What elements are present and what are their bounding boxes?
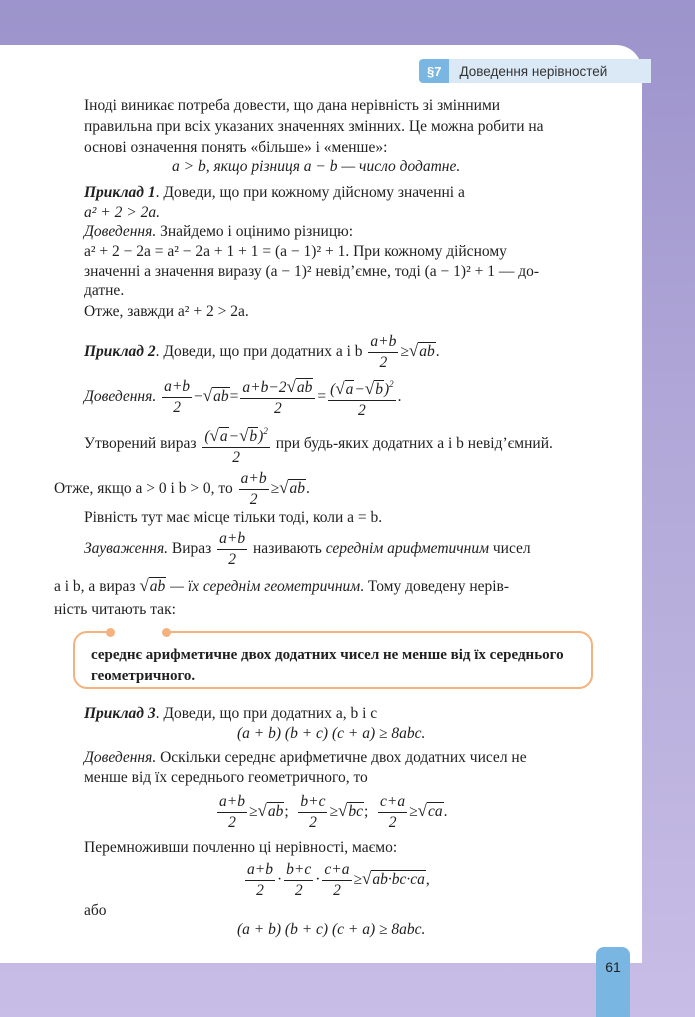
example1-calc: a² + 2 − 2a = a² − 2a + 1 + 1 = (a − 1)² + 1. При кожному дійсному: [84, 243, 507, 260]
example1-proof-label: Доведення.: [84, 223, 157, 240]
example2-proof-label: Доведення.: [84, 388, 157, 406]
example1-heading: [84, 183, 465, 203]
page-number: 61: [605, 959, 621, 975]
example3-task: . Доведи, що при додатних a, b і c: [155, 705, 378, 722]
remark-text-1: Вираз: [168, 540, 212, 558]
intro-line-1: Іноді виникає потреба довести, що дана нерівність зі змінними: [84, 97, 501, 114]
example3-three-inequalities: $\frac{a+b}{2}$ ≥√ab; $\frac{b+c}{2}$ ≥√bc; $\frac{c+a}{2}$ ≥√ca.: [219, 792, 448, 831]
example3-proof-text: Оскільки середнє арифметичне двох додатних чисел не: [156, 749, 527, 766]
section-header: [419, 59, 651, 83]
remark-term-1: середнім арифметичним: [325, 540, 490, 558]
formed-text-2: при будь-яких додатних a і b невід’ємний.: [275, 435, 553, 453]
intro-line-3: основі означення понять «більше» і «менше»:: [84, 139, 388, 156]
formed-text-1: Утворений вираз: [84, 435, 197, 453]
example2-label: Приклад 2: [84, 343, 156, 360]
remark-line-2c: . Тому доведену нерів-: [360, 578, 510, 595]
example2-heading: Приклад 2. Доведи, що при додатних a і b $\frac{a+b}{2}$ ≥√ab.: [84, 332, 440, 371]
callout-gap: [113, 630, 169, 634]
example3-product: $\frac{a+b}{2}$ · $\frac{b+c}{2}$ · $\frac{c+a}{2}$ ≥√ab·bc·ca,: [247, 860, 430, 899]
section-title: Доведення нерівностей: [449, 59, 651, 83]
example2-task: . Доведи, що при додатних a і b: [155, 343, 363, 360]
example2-therefore: Отже, якщо a > 0 і b > 0, то $\frac{a+b}{2}$ ≥√ab.: [54, 469, 310, 508]
example3-multiply: Перемноживши почленно ці нерівності, маємо:: [84, 839, 398, 856]
example3-proof-line-2: менше від їх середнього геометричного, то: [84, 769, 368, 786]
page-number-badge: [596, 947, 630, 1017]
example2-remark: Зауваження. Вираз $\frac{a+b}{2}$ називають середнім арифметичним чисел: [84, 530, 531, 568]
theorem-callout: [73, 631, 593, 689]
example2-proof: Доведення. $\frac{a+b}{2}$ −√ab= $\frac{a+b-2√ab}{2}$ = $\frac{(√a-√b)^2}{2}$ .: [84, 376, 402, 419]
example3-or: або: [84, 902, 107, 919]
callout-dot-right: [162, 628, 171, 637]
example3-final: (a + b) (b + c) (c + a) ≥ 8abc.: [237, 921, 426, 938]
remark-term-2: середнім геометричним: [202, 578, 361, 595]
example3-proof-line: [84, 748, 527, 768]
callout-text: середнє арифметичне двох додатних чисел не менше від їх середнього геометричного.: [91, 647, 564, 684]
section-number: §7: [419, 59, 449, 83]
intro-definition: a > b, якщо різниця a − b — число додатне.: [172, 158, 461, 175]
fraction-a-plus-b: $\frac{a+b}{2}$: [370, 332, 397, 371]
remark-text-2: називають: [253, 540, 322, 558]
example2-remark-line-3: ність читають так:: [54, 601, 176, 618]
callout-dot-left: [106, 628, 115, 637]
example3-label: Приклад 3: [84, 705, 156, 722]
example1-conclusion: Отже, завжди a² + 2 > 2a.: [84, 303, 249, 320]
example3-inequality: (a + b) (b + c) (c + a) ≥ 8abc.: [237, 725, 426, 742]
remark-line-2a: a і b, а вираз: [54, 578, 136, 595]
example2-remark-line-2: a і b, а вираз √ab — їх середнім геометричним. Тому доведену нерів-: [54, 576, 510, 595]
intro-line-2: правильна при всіх указаних значеннях змінних. Це можна робити на: [84, 118, 544, 135]
remark-line-2b: — їх: [170, 578, 199, 595]
remark-label: Зауваження.: [84, 540, 169, 558]
remark-text-3: чисел: [489, 540, 531, 558]
example1-line-2: значенні a значення виразу (a − 1)² невід’ємне, тоді (a − 1)² + 1 — до-: [84, 263, 540, 280]
example1-proof-line: [84, 222, 353, 242]
example1-task: . Доведи, що при кожному дійсному значенні a: [155, 184, 465, 201]
example2-formed: Утворений вираз $\frac{(√a-√b)^2}{2}$ при будь-яких додатних a і b невід’ємний.: [84, 422, 553, 467]
example1-line-3: датне.: [84, 282, 125, 299]
therefore-text: Отже, якщо a > 0 і b > 0, то: [54, 480, 233, 497]
example3-proof-label: Доведення.: [84, 749, 157, 766]
example1-proof-text: Знайдемо і оцінимо різницю:: [156, 223, 354, 240]
example1-label: Приклад 1: [84, 184, 156, 201]
example3-heading: [84, 704, 377, 724]
example2-equality: Рівність тут має місце тільки тоді, коли a = b.: [84, 509, 383, 526]
example1-inequality: a² + 2 > 2a.: [84, 204, 160, 221]
